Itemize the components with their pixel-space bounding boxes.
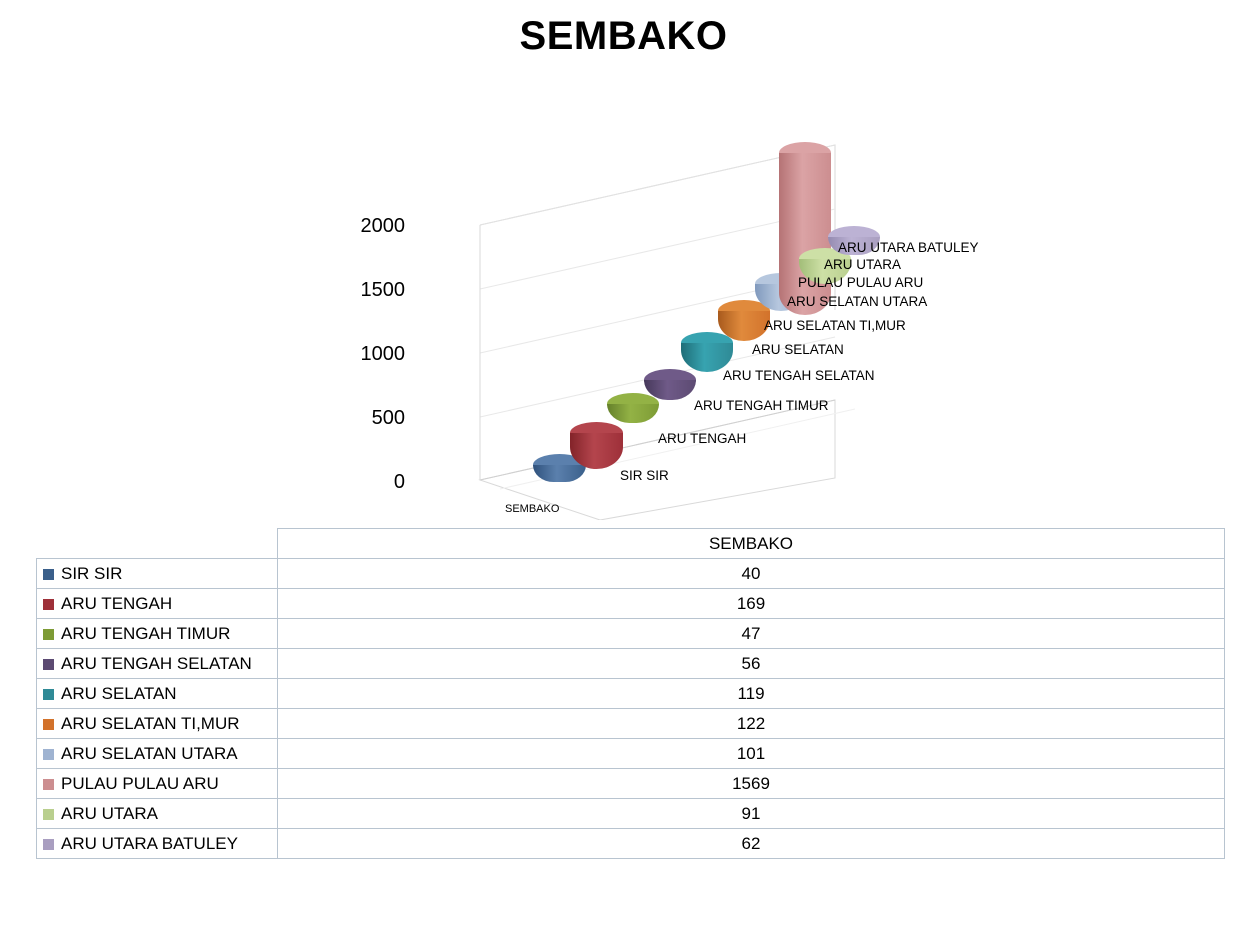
bar-body-aru-tengah-selatan [644,380,696,400]
chart-category-label-aru-tengah-selatan: ARU TENGAH SELATAN [723,368,875,383]
y-tick-0: 0 [393,471,405,493]
table-row-label: ARU SELATAN [61,683,177,703]
chart-category-label-aru-tengah: ARU TENGAH [658,431,747,446]
table-header-blank [37,529,278,559]
y-tick-500: 500 [371,407,405,429]
table-row-value: 122 [278,709,1225,739]
table-row-value: 56 [278,649,1225,679]
table-row-label-cell [37,739,278,769]
table-row[interactable] [37,679,1225,709]
table-row[interactable] [37,709,1225,739]
bar-body-pulau-pulau-aru [779,153,831,315]
chart-category-label-aru-tengah-timur: ARU TENGAH TIMUR [694,398,829,413]
table-row-value: 119 [278,679,1225,709]
legend-swatch-icon [43,659,54,670]
table-row-value: 1569 [278,769,1225,799]
x-axis-label: SEMBAKO [505,503,560,515]
chart-3d-frame [0,60,1247,520]
table-row-value: 101 [278,739,1225,769]
legend-swatch-icon [43,719,54,730]
table-row[interactable] [37,649,1225,679]
chart-category-label-aru-utara: ARU UTARA [824,257,902,272]
table-row-label: ARU UTARA BATULEY [61,833,238,853]
table-row-label: ARU SELATAN TI,MUR [61,713,240,733]
bar-aru-tengah[interactable] [570,422,623,469]
table-row[interactable] [37,559,1225,589]
table-row-label-cell [37,679,278,709]
table-row-label: ARU TENGAH [61,593,173,613]
legend-swatch-icon [43,839,54,850]
page-title: SEMBAKO [519,14,728,58]
table-row-label-cell [37,709,278,739]
legend-swatch-icon [43,779,54,790]
chart-category-label-aru-selatan: ARU SELATAN [752,342,844,357]
y-tick-1500: 1500 [360,279,405,301]
table-row[interactable] [37,589,1225,619]
table-row-label: ARU TENGAH TIMUR [61,623,231,643]
chart-category-label-aru-selatan-utara: ARU SELATAN UTARA [787,294,928,309]
table-row-label-cell [37,559,278,589]
legend-swatch-icon [43,749,54,760]
chart-category-label-sir-sir: SIR SIR [620,468,669,483]
chart-category-label-aru-selatan-timur: ARU SELATAN TI,MUR [764,318,906,333]
table-row-label-cell [37,649,278,679]
table-row-label: SIR SIR [61,563,123,583]
table-row-label-cell [37,769,278,799]
table-row-label: ARU UTARA [61,803,158,823]
chart-category-label-pulau-pulau-aru: PULAU PULAU ARU [798,275,924,290]
table-header-row [37,529,1225,559]
bar-body-aru-tengah [570,433,623,469]
table-row-value: 62 [278,829,1225,859]
y-tick-2000: 2000 [360,215,405,237]
chart-plot-area [0,60,1247,520]
table-row[interactable] [37,619,1225,649]
table-row[interactable] [37,799,1225,829]
y-tick-1000: 1000 [360,343,405,365]
legend-swatch-icon [43,599,54,610]
chart-data-table [36,528,1225,859]
table-row-value: 47 [278,619,1225,649]
table-row[interactable] [37,769,1225,799]
table-row-label: ARU SELATAN UTARA [61,743,238,763]
table-row[interactable] [37,829,1225,859]
bar-aru-tengah-selatan[interactable] [644,369,696,400]
bar-body-aru-selatan-timur [718,311,770,341]
legend-swatch-icon [43,689,54,700]
table-row[interactable] [37,739,1225,769]
table-row-label: PULAU PULAU ARU [61,773,219,793]
legend-swatch-icon [43,629,54,640]
table-row-value: 40 [278,559,1225,589]
table-row-label: ARU TENGAH SELATAN [61,653,252,673]
chart-category-label-aru-utara-batuley: ARU UTARA BATULEY [838,240,979,255]
legend-swatch-icon [43,569,54,580]
table-row-value: 169 [278,589,1225,619]
table-header-sembako: SEMBAKO [278,529,1225,559]
legend-swatch-icon [43,809,54,820]
table-row-label-cell [37,799,278,829]
table-row-label-cell [37,589,278,619]
table-row-label-cell [37,619,278,649]
table-row-label-cell [37,829,278,859]
bar-body-aru-tengah-timur [607,404,659,423]
table-row-value: 91 [278,799,1225,829]
y-axis-ticks [305,60,405,520]
